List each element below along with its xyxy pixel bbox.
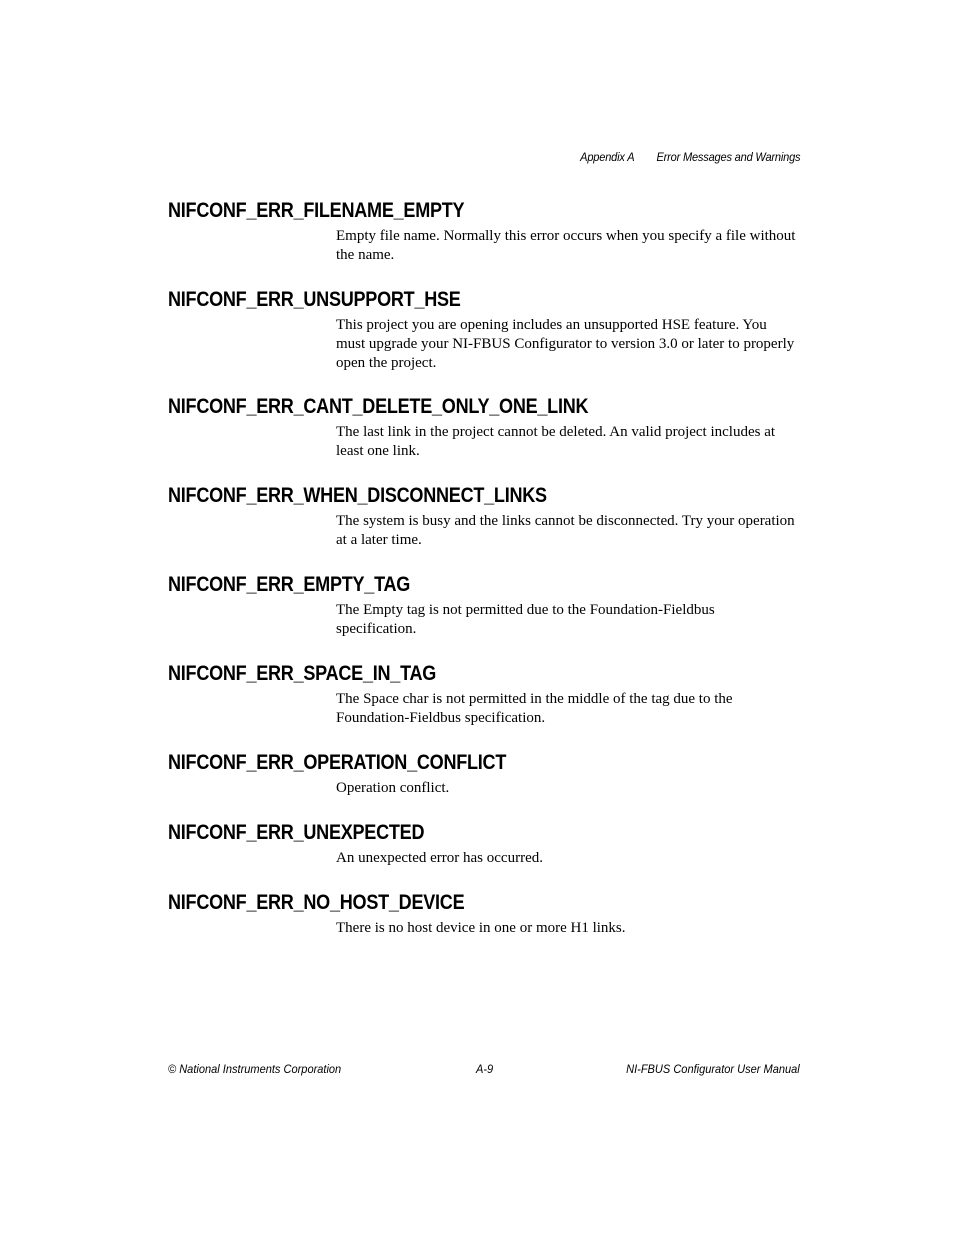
error-description: The Empty tag is not permitted due to the Foundation-Fieldbus specification.	[336, 602, 715, 637]
error-code-heading: NIFCONF_ERR_WHEN_DISCONNECT_LINKS	[168, 484, 547, 507]
error-description: An unexpected error has occurred.	[336, 850, 543, 866]
error-entry	[168, 395, 808, 461]
error-entry	[168, 288, 808, 373]
error-entry	[168, 891, 808, 938]
error-description: The system is busy and the links cannot be disconnected. Try your operation at a later time.	[336, 513, 795, 548]
error-code-heading: NIFCONF_ERR_UNEXPECTED	[168, 821, 425, 844]
footer-manual-title: NI-FBUS Configurator User Manual	[626, 1062, 800, 1076]
footer-copyright: © National Instruments Corporation	[168, 1062, 342, 1076]
error-code-heading: NIFCONF_ERR_NO_HOST_DEVICE	[168, 891, 465, 914]
error-entry	[168, 199, 808, 265]
error-entry	[168, 751, 808, 798]
header-appendix: Appendix A	[579, 150, 634, 164]
footer-page-number: A-9	[476, 1062, 494, 1076]
error-code-heading: NIFCONF_ERR_UNSUPPORT_HSE	[168, 288, 461, 311]
error-code-heading: NIFCONF_ERR_EMPTY_TAG	[168, 573, 411, 596]
error-entry	[168, 573, 808, 639]
error-code-heading: NIFCONF_ERR_CANT_DELETE_ONLY_ONE_LINK	[168, 395, 589, 418]
error-description: This project you are opening includes an unsupported HSE feature. You must upgrade your NI-FBUS Configurator to version 3.0 or later to properly open the project.	[336, 317, 795, 371]
header-section: Error Messages and Warnings	[656, 150, 800, 164]
error-description: Operation conflict.	[336, 780, 450, 796]
error-entry	[168, 662, 808, 728]
error-description: The Space char is not permitted in the middle of the tag due to the Foundation-Fieldbus specification.	[336, 691, 733, 726]
error-description: The last link in the project cannot be deleted. An valid project includes at least one link.	[336, 424, 776, 459]
error-code-heading: NIFCONF_ERR_SPACE_IN_TAG	[168, 662, 437, 685]
error-code-heading: NIFCONF_ERR_OPERATION_CONFLICT	[168, 751, 507, 774]
error-entry	[168, 484, 808, 550]
error-entry	[168, 821, 808, 868]
error-description: There is no host device in one or more H1 links.	[336, 920, 626, 936]
error-description: Empty file name. Normally this error occurs when you specify a file without the name.	[336, 228, 796, 263]
error-code-heading: NIFCONF_ERR_FILENAME_EMPTY	[168, 199, 465, 222]
page-footer	[168, 1062, 800, 1078]
running-header	[580, 150, 800, 164]
